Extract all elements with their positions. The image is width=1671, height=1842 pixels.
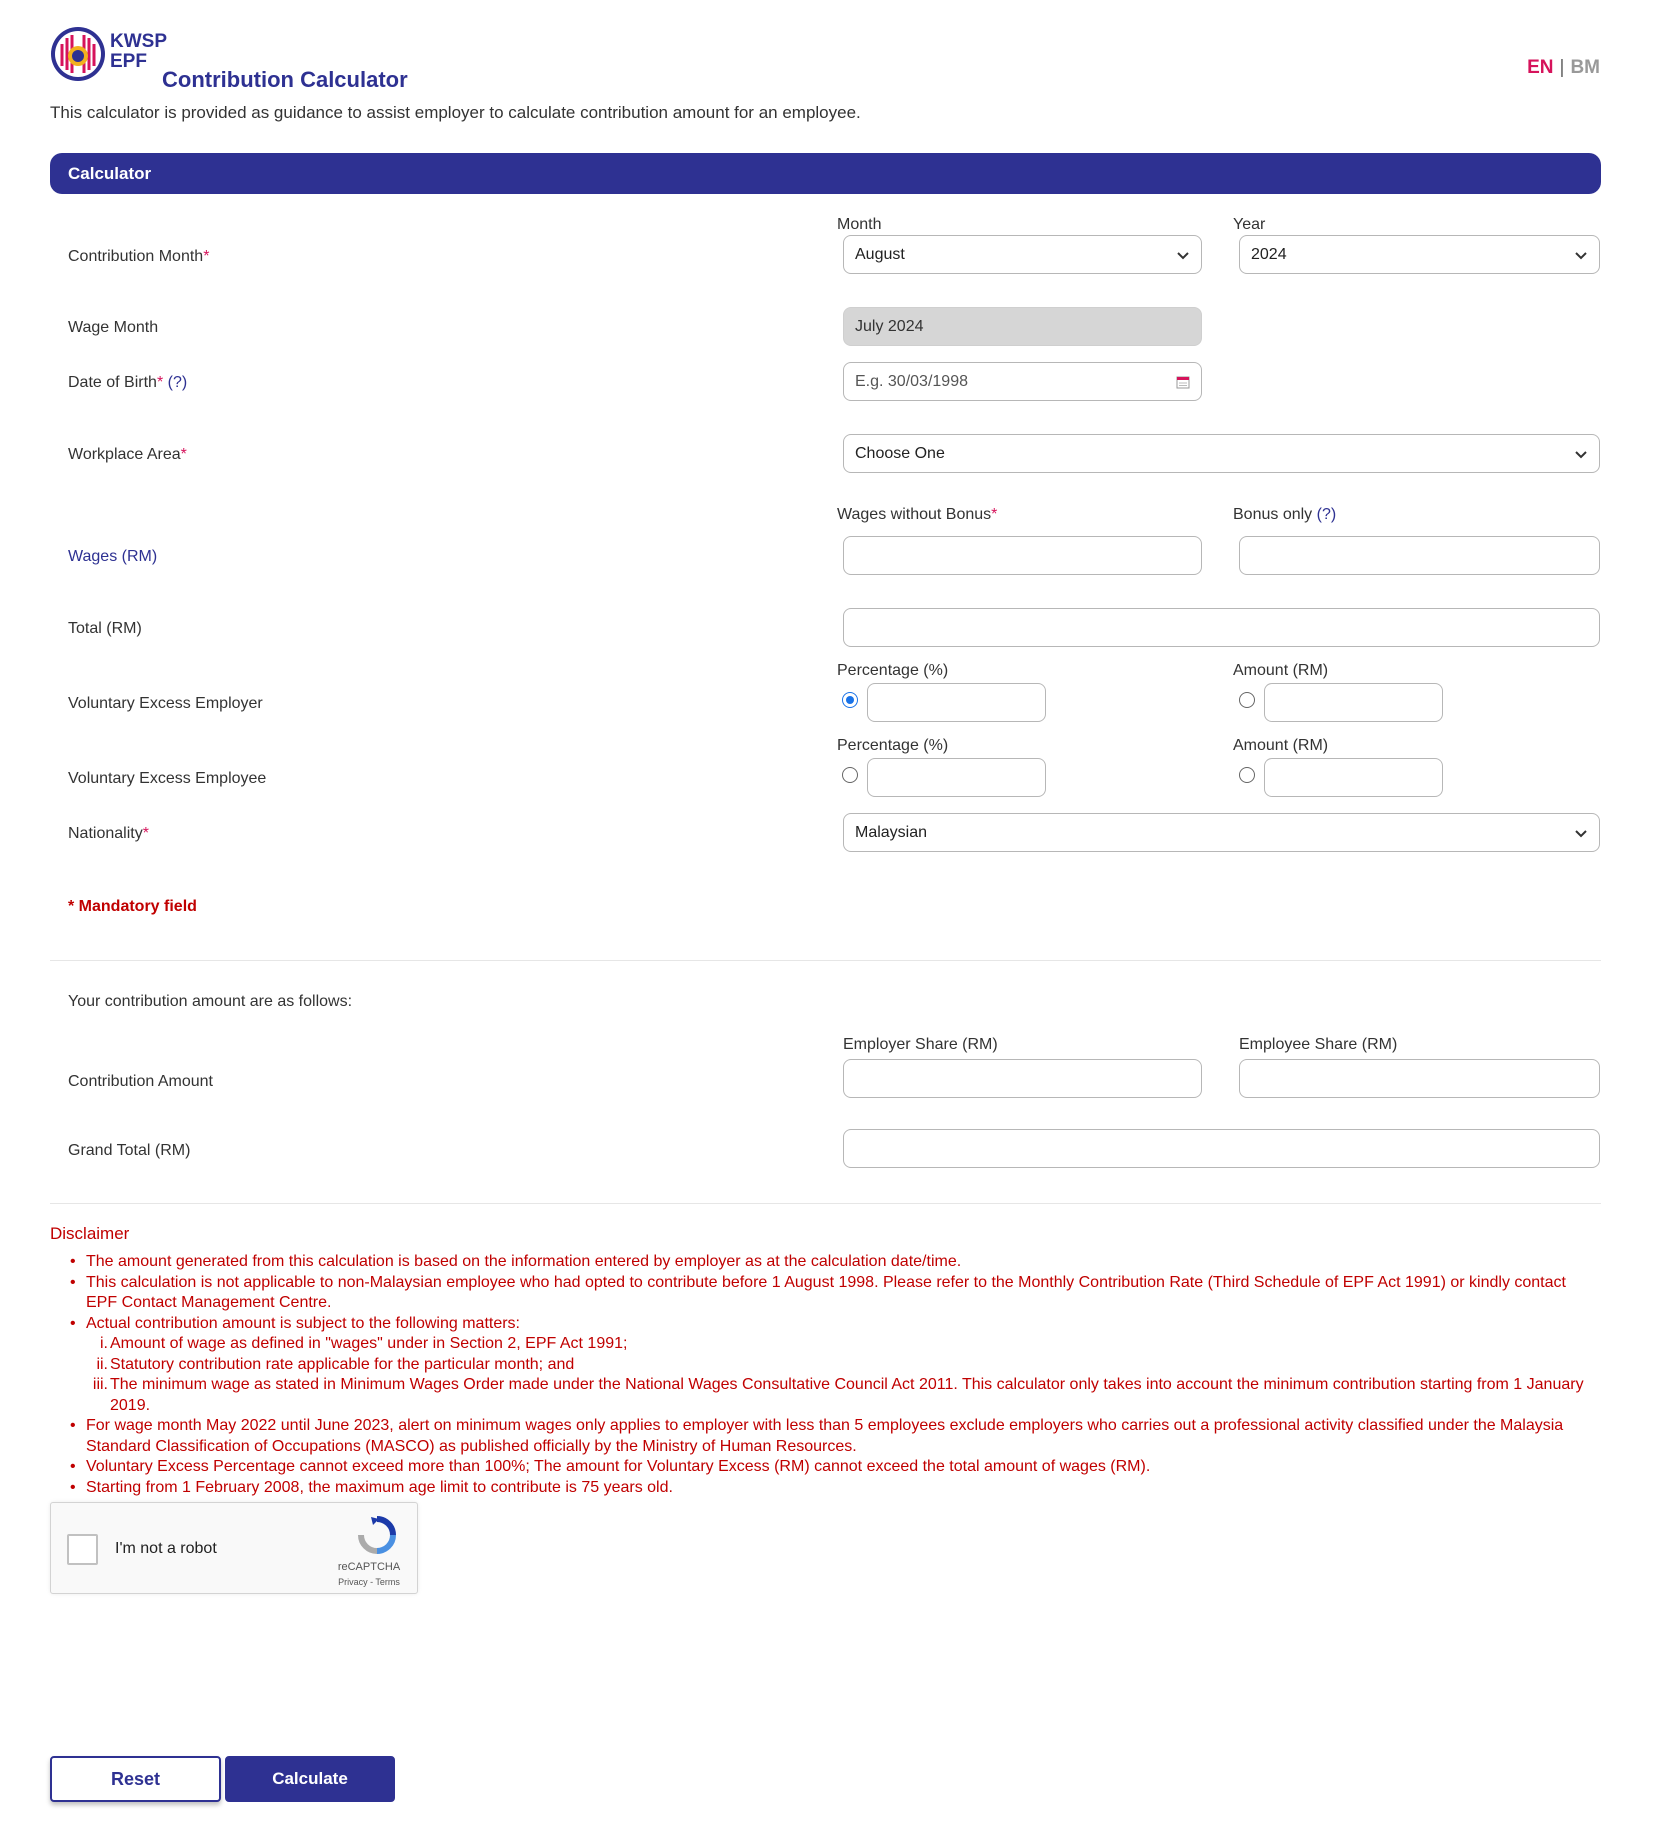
total-field: [843, 608, 1600, 647]
employee-amount-radio[interactable]: [1239, 767, 1255, 783]
contribution-amount-label: Contribution Amount: [68, 1073, 213, 1090]
calculator-section-header: Calculator: [50, 153, 1601, 194]
year-label: Year: [1233, 216, 1266, 233]
brand-wordmark: [110, 32, 167, 72]
disclaimer-subitem: [86, 1334, 1588, 1355]
bonus-only-input[interactable]: [1239, 536, 1600, 575]
required-marker: *: [991, 506, 998, 523]
employer-amount-radio[interactable]: [1239, 692, 1255, 708]
wage-month-value: July 2024: [855, 317, 924, 335]
employer-percentage-label: Percentage (%): [837, 662, 949, 679]
contribution-month-text: Contribution Month: [68, 248, 204, 265]
chevron-down-icon: [1176, 248, 1190, 262]
workplace-area-select[interactable]: [843, 434, 1600, 473]
nationality-label: [68, 825, 149, 843]
subitem-text: Statutory contribution rate applicable for the particular month; and: [110, 1355, 575, 1373]
lang-en-link[interactable]: EN: [1527, 57, 1554, 78]
employee-percentage-input[interactable]: [867, 758, 1046, 797]
chevron-down-icon: [1574, 447, 1588, 461]
section-divider: [50, 960, 1601, 961]
year-select[interactable]: [1239, 235, 1600, 274]
month-label: Month: [837, 216, 882, 233]
wages-without-bonus-text: Wages without Bonus: [837, 506, 992, 523]
employee-percentage-radio[interactable]: [842, 767, 858, 783]
disclaimer-item: [68, 1314, 1588, 1417]
month-select[interactable]: [843, 235, 1202, 274]
date-of-birth-label: [68, 374, 187, 392]
disclaimer-item-text: Actual contribution amount is subject to the following matters:: [86, 1314, 520, 1332]
grand-total-field: [843, 1129, 1600, 1168]
nationality-value: Malaysian: [855, 823, 928, 841]
calendar-icon[interactable]: [1176, 375, 1190, 389]
brand-line-1: KWSP: [110, 31, 167, 52]
wages-label: Wages (RM): [68, 548, 158, 565]
year-select-value: 2024: [1251, 245, 1287, 263]
subitem-number: iii.: [92, 1376, 108, 1393]
nationality-select[interactable]: [843, 813, 1600, 852]
wage-month-label: Wage Month: [68, 319, 159, 336]
subitem-number: i.: [100, 1335, 108, 1352]
recaptcha-checkbox[interactable]: [67, 1534, 98, 1565]
recaptcha-terms-link[interactable]: Privacy - Terms: [338, 1577, 400, 1587]
recaptcha-widget: [50, 1502, 418, 1594]
workplace-area-value: Choose One: [855, 444, 945, 462]
employer-share-label: Employer Share (RM): [843, 1036, 998, 1053]
voluntary-employer-label: Voluntary Excess Employer: [68, 695, 263, 712]
disclaimer-subitem: [86, 1375, 1588, 1416]
recaptcha-icon: [355, 1515, 399, 1560]
required-marker: *: [203, 248, 210, 265]
recaptcha-label: I'm not a robot: [115, 1540, 217, 1557]
employee-amount-label: Amount (RM): [1233, 737, 1329, 754]
disclaimer-title: Disclaimer: [50, 1224, 130, 1243]
subitem-number: ii.: [96, 1355, 108, 1373]
disclaimer-sublist: [86, 1334, 1588, 1416]
workplace-area-label: [68, 446, 187, 464]
lang-bm-link[interactable]: BM: [1570, 57, 1600, 78]
dob-help-link[interactable]: (?): [167, 374, 188, 391]
employee-share-field: [1239, 1059, 1600, 1098]
required-marker: *: [156, 374, 164, 391]
month-select-value: August: [855, 245, 905, 263]
kwsp-logo: [50, 26, 106, 82]
date-of-birth-input[interactable]: [843, 362, 1202, 401]
disclaimer-item: • The amount generated from this calculation is based on the information entered by employer as at the calculation date/time.: [68, 1252, 1588, 1273]
lang-separator: |: [1559, 57, 1565, 78]
employer-amount-label: Amount (RM): [1233, 662, 1329, 679]
workplace-area-text: Workplace Area: [68, 446, 181, 463]
employee-amount-input[interactable]: [1264, 758, 1443, 797]
disclaimer-item: • Starting from 1 February 2008, the maximum age limit to contribute is 75 years old.: [68, 1478, 1588, 1499]
disclaimer-list: [68, 1252, 1588, 1498]
page-title: Contribution Calculator: [162, 67, 408, 92]
mandatory-field-note: * Mandatory field: [68, 898, 197, 915]
subitem-text: Amount of wage as defined in "wages" under in Section 2, EPF Act 1991;: [110, 1335, 628, 1352]
employer-percentage-radio[interactable]: [842, 692, 858, 708]
employee-percentage-label: Percentage (%): [837, 737, 949, 754]
chevron-down-icon: [1574, 248, 1588, 262]
employer-amount-input[interactable]: [1264, 683, 1443, 722]
date-of-birth-placeholder: E.g. 30/03/1998: [855, 372, 968, 390]
recaptcha-brand: reCAPTCHA: [337, 1561, 401, 1573]
date-of-birth-text: Date of Birth: [68, 374, 157, 391]
bonus-only-label: [1233, 506, 1336, 524]
calculate-button[interactable]: Calculate: [225, 1756, 395, 1802]
wage-month-field: [843, 307, 1202, 346]
subitem-text: The minimum wage as stated in Minimum Wages Order made under the National Wages Consultative Council Act 2011. This calculator only takes into account the minimum contribution starting from 1 January 2019.: [110, 1376, 1584, 1414]
required-marker: *: [180, 446, 187, 463]
wages-without-bonus-input[interactable]: [843, 536, 1202, 575]
total-label: Total (RM): [68, 620, 142, 637]
bonus-only-text: Bonus only: [1233, 506, 1313, 523]
results-intro: Your contribution amount are as follows:: [68, 993, 353, 1010]
required-marker: *: [142, 825, 149, 842]
bonus-help-link[interactable]: (?): [1316, 506, 1337, 523]
disclaimer-item: • For wage month May 2022 until June 2023, alert on minimum wages only applies to employer with less than 5 employees exclude employers who carries out a professional activity classified under the Malaysia Standard Classification of Occupations (MASCO) as published officially by the Ministry of Human Resources.: [68, 1416, 1588, 1457]
nationality-text: Nationality: [68, 825, 143, 842]
disclaimer-item: • Voluntary Excess Percentage cannot exceed more than 100%; The amount for Voluntary Excess (RM) cannot exceed the total amount of wages (RM).: [68, 1457, 1588, 1478]
contribution-month-label: [68, 248, 209, 266]
language-switcher: [1527, 57, 1600, 79]
brand-line-2: EPF: [110, 51, 147, 72]
section-divider: [50, 1203, 1601, 1204]
page-subtitle: This calculator is provided as guidance to assist employer to calculate contribution amount for an employee.: [50, 103, 861, 122]
voluntary-employee-label: Voluntary Excess Employee: [68, 770, 267, 787]
reset-button[interactable]: Reset: [50, 1756, 221, 1802]
chevron-down-icon: [1574, 826, 1588, 840]
employer-share-field: [843, 1059, 1202, 1098]
employee-share-label: Employee Share (RM): [1239, 1036, 1398, 1053]
wages-without-bonus-label: [837, 506, 997, 524]
grand-total-label: Grand Total (RM): [68, 1142, 191, 1159]
disclaimer-item: • This calculation is not applicable to non-Malaysian employee who had opted to contribute before 1 August 1998. Please refer to the Monthly Contribution Rate (Third Schedule of EPF Act 1991) or kindly contact EPF Contact Management Centre.: [68, 1273, 1588, 1314]
employer-percentage-input[interactable]: [867, 683, 1046, 722]
disclaimer-subitem: [86, 1355, 1588, 1376]
